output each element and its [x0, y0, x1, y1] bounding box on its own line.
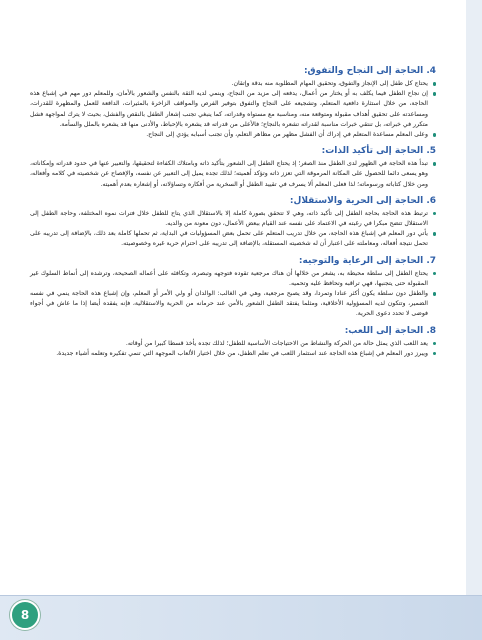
section-heading-7 — [30, 256, 436, 267]
list-item — [30, 229, 436, 249]
list-item — [30, 209, 436, 229]
bullet-icon — [433, 212, 437, 216]
section-heading-6 — [30, 196, 436, 207]
item-text: يعد اللعب الذي يمثل حالة من الحركة والنشاط من الاحتياجات الأساسية للطفل؛ لذلك تجده يأخذ قسطا كبيرا من أوقاته. — [125, 339, 428, 347]
page-footer-band — [0, 595, 482, 640]
section-title: الحاجة إلى اللعب: — [344, 325, 424, 336]
page-number-badge: 8 — [10, 600, 40, 630]
list-item — [30, 89, 436, 130]
section-heading-4 — [30, 66, 436, 77]
list-item — [30, 159, 436, 190]
item-text: وعلى المعلم مساعدة المتعلم في إدراك أن الفشل مظهر من مظاهر التعلم، وأن تجنب أسبابه يؤدي إلى النجاح. — [146, 131, 428, 139]
item-text: ويبرز دور المعلم في إشباع هذه الحاجة عند استثمار اللعب في تعلم الطفل، من خلال اختيار الألعاب الموجهة التي تنمي تفكيره وتعلمه أشياء جديدة. — [56, 349, 428, 357]
item-text: والطفل دون سلطة يكون أكثر عنادا وتمردا، وقد يصبح مرجعية، وهي في الغالب: الوالدان أو ولي الأمر أو المعلم، وإن إشباع هذه الحاجة ينمي في نفسه الضمير، وتتكون لديه المسؤولية الأخلاقية، ومثلما يفتقد الطفل الشعور بالأمن عند حرمانه من الحرية والاستقلالية، فإنه يفقده أيضا إذا ما عاش في أجواء فوضى لا تحدد دعوى الحرية. — [30, 290, 428, 318]
bullet-icon — [433, 232, 437, 236]
section-number: 6. — [426, 195, 436, 206]
section-title: الحاجة إلى الرعاية والتوجيه: — [298, 255, 424, 266]
section-heading-5 — [30, 146, 436, 157]
list-item — [30, 130, 436, 140]
item-text: يحتاج الطفل إلى سلطة محيطة به، يشعر من خلالها أن هناك مرجعية تقوده فتوجهه وتبصره، وتكافئه على أعماله الصحيحة، وترشده إلى أنماط السلوك غير المقبولة حتى يتجنبها، فهي تراقبه وتحافظ عليه وتحميه. — [30, 269, 428, 287]
section-title: الحاجة إلى الحرية والاستقلال: — [289, 195, 424, 206]
page-content — [30, 60, 436, 359]
page-side-band — [466, 0, 482, 640]
list-item — [30, 269, 436, 289]
list-item — [30, 289, 436, 320]
bullet-icon — [433, 292, 437, 296]
section-number: 5. — [426, 146, 436, 157]
item-text: يحتاج كل طفل إلى الإنجاز والتفوق، وتحقيق المهام المطلوبة منه بدقة وإتقان. — [231, 80, 428, 87]
section-heading-8 — [30, 326, 436, 337]
bullet-icon — [433, 133, 437, 137]
item-text: ترتبط هذه الحاجة بحاجة الطفل إلى تأكيد ذاته، وهي لا تتحقق بصورة كاملة إلا بالاستقلال الذي يتاح للطفل خلال فترات نموه المختلفة، وحاجة الطفل إلى الاستقلال تتضح مبكرا في رغبته في الاعتماد على نفسه عند القيام ببعض الأعمال، دون معونة من والديه. — [30, 209, 428, 228]
list-item — [30, 349, 436, 359]
bullet-icon — [433, 342, 437, 346]
item-text: يأتي دور المعلم في إشباع هذه الحاجة، من خلال تدريب المتعلم على تحمل بعض المسؤوليات في البداية، ثم تحملها كاملة بعد ذلك، بالإضافة إلى تدريبه على تحمل نتيجة أفعاله، ومعاملته على اعتبار أن له شخصيته المستقلة، بالإضافة إلى تدريبه على احترام حرية غيره وخصوصيته. — [30, 230, 428, 248]
list-item — [30, 79, 436, 89]
bullet-icon — [433, 162, 437, 166]
bullet-icon — [433, 272, 437, 276]
section-number: 4. — [426, 66, 436, 76]
bullet-icon — [433, 92, 437, 96]
section-title: الحاجة إلى تأكيد الذات: — [321, 146, 424, 157]
section-title: الحاجة إلى النجاح والتفوق: — [303, 66, 424, 76]
bullet-icon — [433, 352, 437, 356]
section-number: 7. — [426, 255, 436, 266]
bullet-icon — [433, 82, 437, 86]
section-number: 8. — [426, 325, 436, 336]
item-text: تبدأ هذه الحاجة في الظهور لدى الطفل منذ الصغر؛ إذ يحتاج الطفل إلى الشعور بتأكيد ذاته وبامتلاك الكفاءة لتحقيقها، والتعبير عنها في حدود قدراته وإمكاناته، وهو يسعى دائما للحصول على المكانة المرموقة التي تعزز ذاته وتؤكد أهميته؛ لذلك تجده يميل إلى التعبير عن نفسه، والإفصاح عن شخصيته في كلامه وأفعاله، ومن خلال كتاباته ورسوماته؛ لذا فعلى المعلم ألا يسرف في تقييد الطفل أو السخرية من أفكاره وتساؤلاته، أو إشعاره بعدم أهميته. — [30, 160, 428, 188]
list-item — [30, 339, 436, 349]
item-text: إن نجاح الطفل فيما يكلف به أو يختار من أعمال، يدفعه إلى مزيد من النجاح، وينمي لديه الثقة بالنفس والشعور بالأمان، وللمعلم دور مهم في إشباع هذه الحاجة، من خلال استثارة دافعية المتعلم، وتشجيعه على النجاح والتفوق بتوفير الفرص والمواقف الزاخرة بالمثيرات، الدافعة للعمل والمظهرة للقدرات، ومساعدته على تحقيق أهداف مقبولة ومتوقعة منه، ومناسبة مع مستواه وقدراته، كما ينبغي تجنب إشعار الطفل بالنقص والفشل، بحيث لا يترك لمواجهة فشل متكرر في خبراته، بل تنتقي خبرات مناسبة لقدراته تشعره بالنجاح؛ فالأعلى من قدراته قد يشعره بالإحباط، والأدنى منها قد يشعره بالملل والسأمة. — [30, 90, 428, 128]
